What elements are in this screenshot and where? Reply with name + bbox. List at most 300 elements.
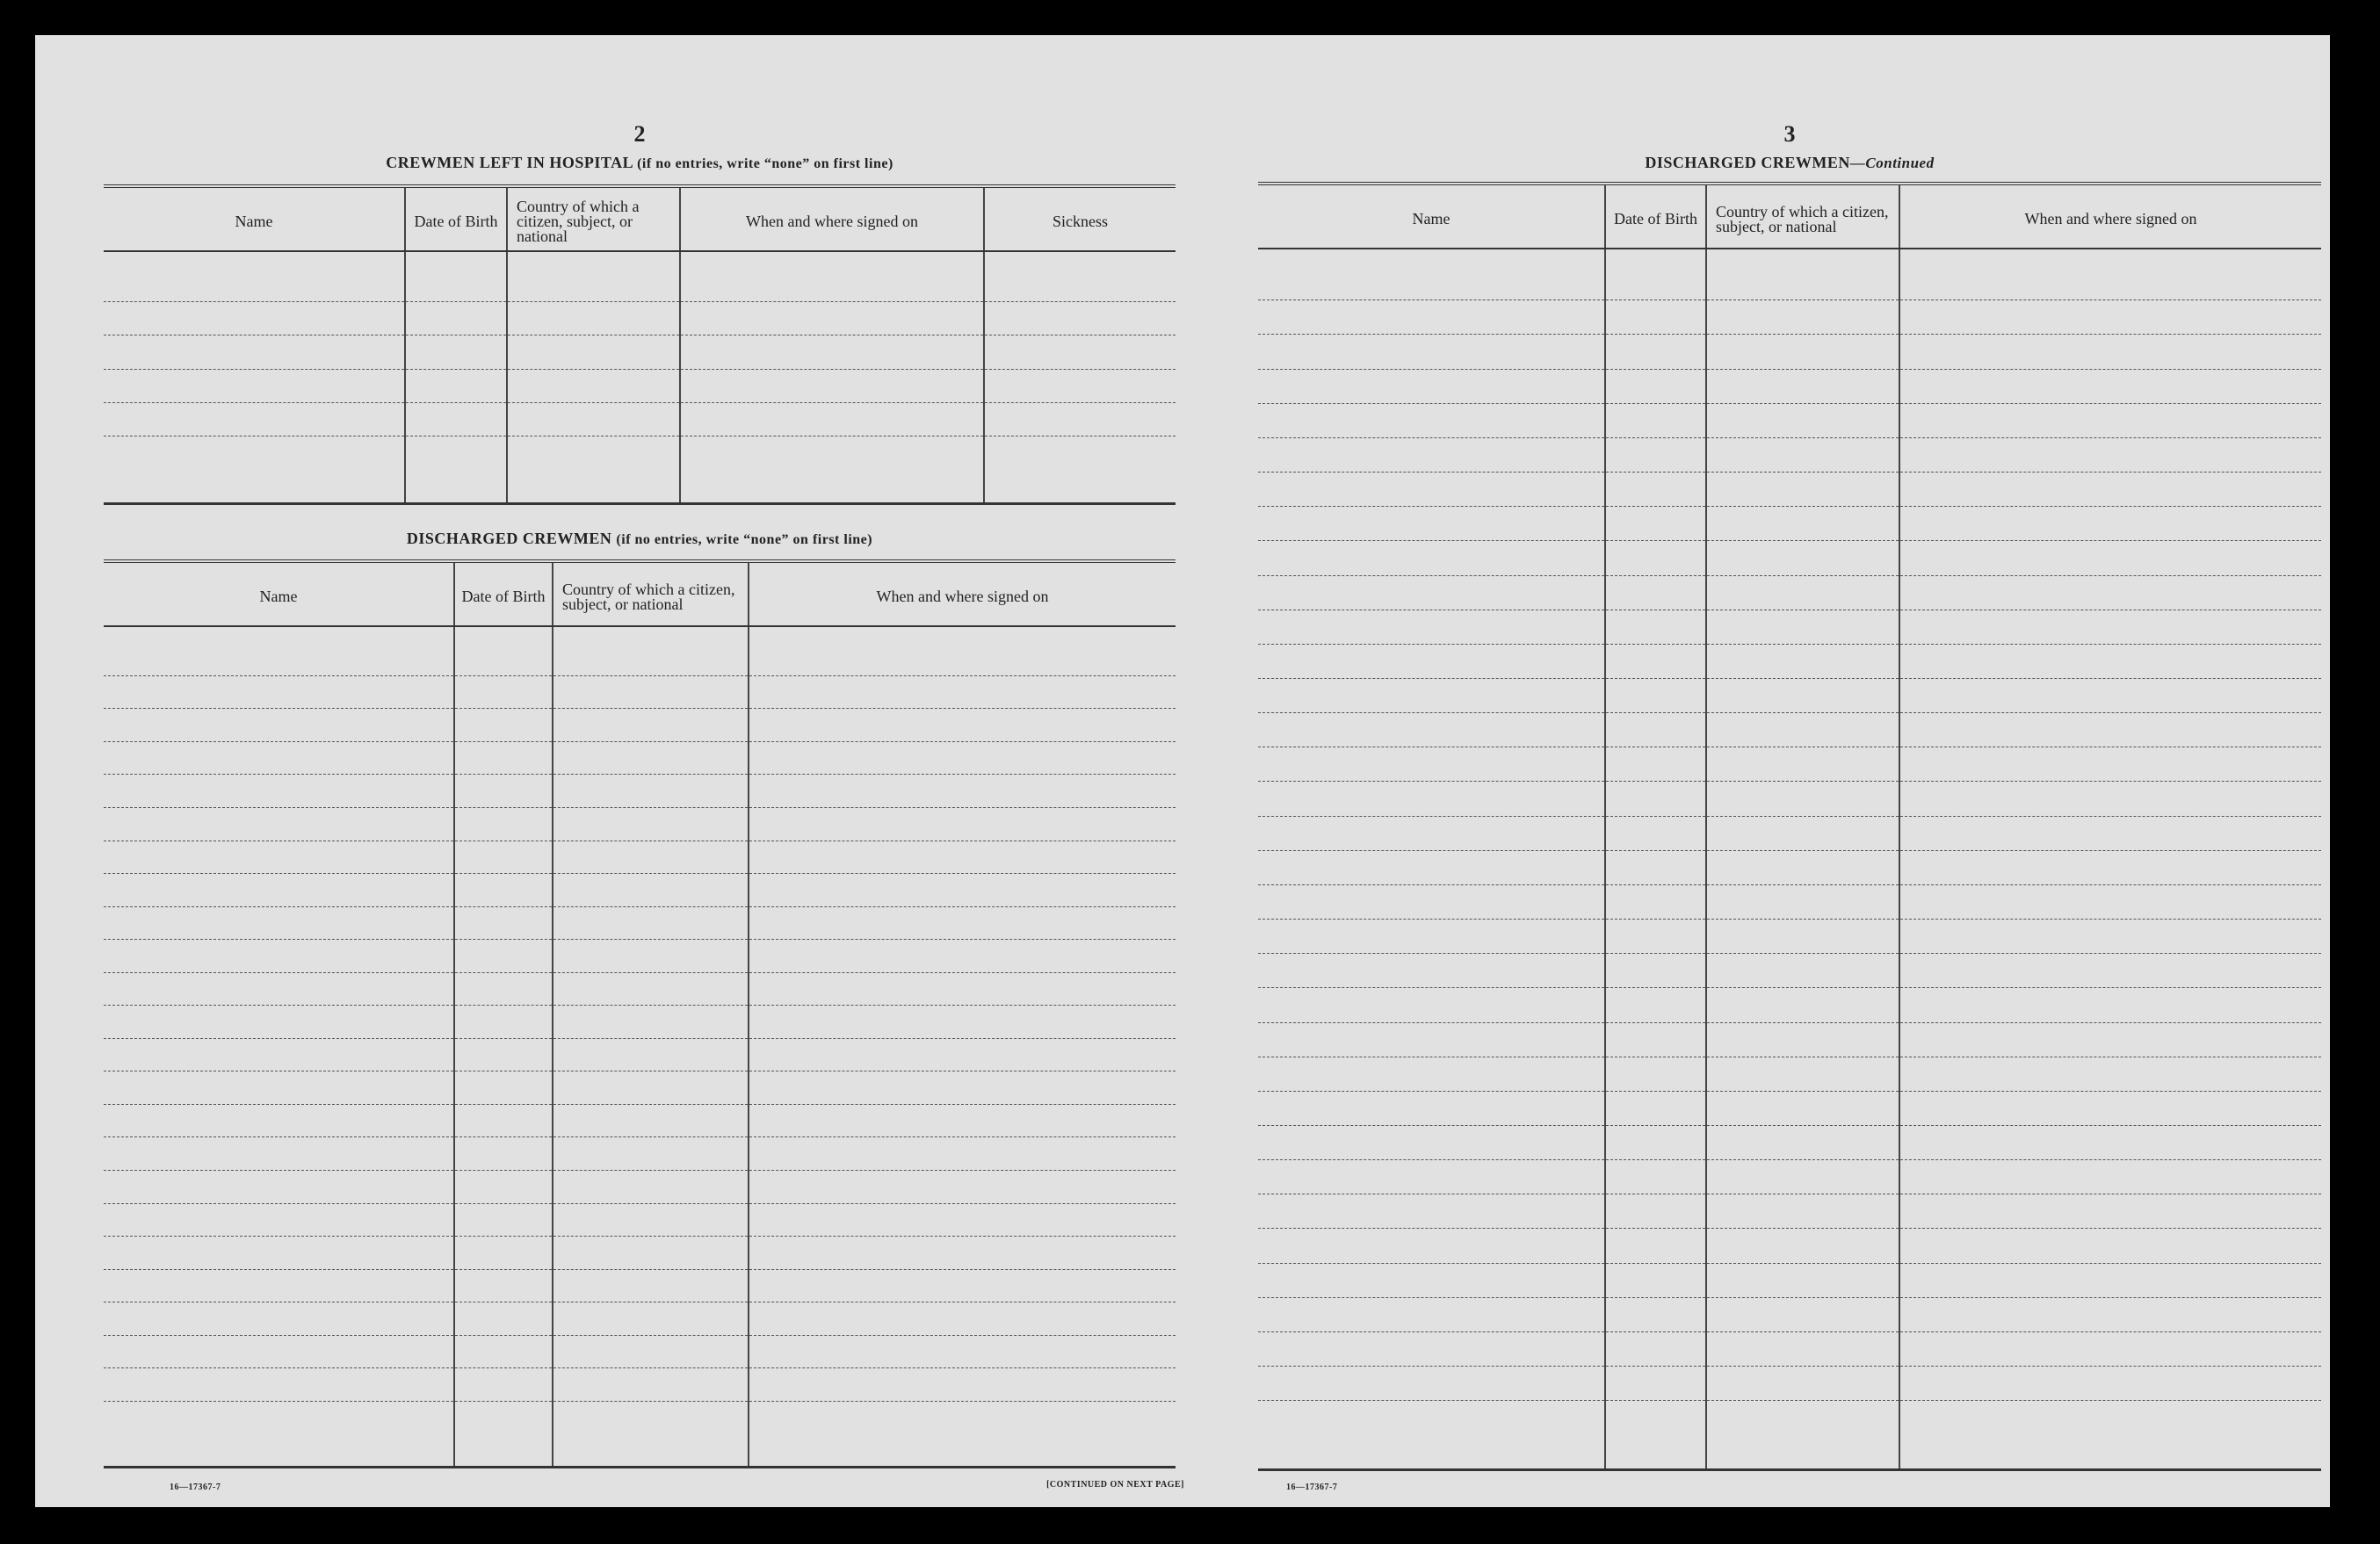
discharged-title: DISCHARGED CREWMEN bbox=[406, 530, 612, 547]
blank-cell bbox=[1899, 300, 2321, 335]
blank-cell bbox=[1258, 1263, 1605, 1297]
blank-cell bbox=[104, 437, 405, 504]
blank-cell bbox=[1899, 1160, 2321, 1194]
blank-cell bbox=[104, 874, 454, 907]
discharged-continued-title: DISCHARGED CREWMEN bbox=[1645, 154, 1850, 171]
blank-cell bbox=[1899, 1401, 2321, 1470]
blank-cell bbox=[1605, 1126, 1706, 1160]
blank-cell bbox=[454, 841, 553, 874]
blank-cell bbox=[984, 335, 1176, 369]
blank-cell bbox=[1258, 610, 1605, 644]
blank-cell bbox=[1899, 747, 2321, 782]
blank-cell bbox=[104, 741, 454, 775]
blank-cell bbox=[1258, 1367, 1605, 1401]
blank-cell bbox=[553, 874, 749, 907]
blank-cell bbox=[1605, 437, 1706, 472]
blank-cell bbox=[104, 1038, 454, 1071]
table-row bbox=[104, 841, 1176, 874]
table-row bbox=[104, 1137, 1176, 1171]
blank-cell bbox=[1899, 1194, 2321, 1229]
form-code: 16—17367-7 bbox=[170, 1483, 221, 1492]
table-row bbox=[1258, 335, 2321, 369]
blank-cell bbox=[507, 369, 680, 402]
hospital-title: CREWMEN LEFT IN HOSPITAL bbox=[386, 154, 633, 171]
blank-cell bbox=[749, 841, 1176, 874]
table-row bbox=[1258, 1229, 2321, 1263]
table-row bbox=[1258, 988, 2321, 1022]
blank-cell bbox=[553, 1401, 749, 1467]
blank-cell bbox=[749, 1302, 1176, 1336]
blank-cell bbox=[104, 1071, 454, 1105]
blank-cell bbox=[1605, 1401, 1706, 1470]
blank-cell bbox=[104, 1203, 454, 1237]
blank-cell bbox=[454, 1071, 553, 1105]
blank-cell bbox=[1258, 541, 1605, 575]
blank-cell bbox=[405, 302, 507, 335]
blank-cell bbox=[1706, 1160, 1899, 1194]
col-header-dob: Date of Birth bbox=[1605, 184, 1706, 249]
blank-cell bbox=[454, 709, 553, 742]
left-page bbox=[104, 35, 1184, 1507]
table-row bbox=[1258, 1331, 2321, 1366]
blank-cell bbox=[1706, 473, 1899, 507]
blank-cell bbox=[1706, 541, 1899, 575]
blank-cell bbox=[104, 1368, 454, 1402]
blank-cell bbox=[104, 1171, 454, 1204]
col-header-name: Name bbox=[104, 186, 405, 251]
blank-cell bbox=[104, 1302, 454, 1336]
discharged-continued-rows bbox=[1258, 249, 2321, 1470]
blank-cell bbox=[1258, 300, 1605, 335]
blank-cell bbox=[1706, 920, 1899, 954]
blank-cell bbox=[1706, 850, 1899, 884]
blank-cell bbox=[553, 741, 749, 775]
blank-cell bbox=[454, 1137, 553, 1171]
blank-cell bbox=[1605, 644, 1706, 678]
blank-cell bbox=[1899, 988, 2321, 1022]
blank-cell bbox=[454, 741, 553, 775]
col-header-signed-on: When and where signed on bbox=[680, 186, 984, 251]
table-row bbox=[104, 302, 1176, 335]
table-row bbox=[104, 1071, 1176, 1105]
blank-cell bbox=[1258, 507, 1605, 541]
blank-cell bbox=[1706, 884, 1899, 919]
blank-cell bbox=[454, 940, 553, 973]
blank-cell bbox=[1605, 954, 1706, 988]
table-row bbox=[104, 1203, 1176, 1237]
blank-cell bbox=[405, 369, 507, 402]
blank-cell bbox=[749, 1401, 1176, 1467]
blank-cell bbox=[1706, 437, 1899, 472]
blank-cell bbox=[1706, 678, 1899, 712]
table-row bbox=[104, 940, 1176, 973]
col-header-signed-on: When and where signed on bbox=[749, 561, 1176, 626]
table-row bbox=[104, 1269, 1176, 1302]
blank-cell bbox=[1605, 884, 1706, 919]
blank-cell bbox=[1706, 575, 1899, 610]
blank-cell bbox=[1706, 954, 1899, 988]
table-row bbox=[104, 775, 1176, 808]
blank-cell bbox=[104, 626, 454, 675]
blank-cell bbox=[553, 1071, 749, 1105]
blank-cell bbox=[1605, 782, 1706, 816]
blank-cell bbox=[1605, 1331, 1706, 1366]
table-row bbox=[1258, 747, 2321, 782]
table-row bbox=[1258, 644, 2321, 678]
blank-cell bbox=[1258, 403, 1605, 437]
blank-cell bbox=[1605, 816, 1706, 850]
table-row bbox=[1258, 816, 2321, 850]
table-row bbox=[104, 1401, 1176, 1467]
blank-cell bbox=[1899, 541, 2321, 575]
blank-cell bbox=[454, 1401, 553, 1467]
blank-cell bbox=[1258, 884, 1605, 919]
blank-cell bbox=[553, 906, 749, 940]
blank-cell bbox=[1258, 988, 1605, 1022]
discharged-note: (if no entries, write “none” on first line) bbox=[616, 532, 873, 547]
blank-cell bbox=[1258, 1401, 1605, 1470]
table-row bbox=[1258, 1126, 2321, 1160]
blank-cell bbox=[749, 1269, 1176, 1302]
continued-note: [CONTINUED ON NEXT PAGE] bbox=[1046, 1480, 1184, 1490]
table-row bbox=[104, 808, 1176, 841]
blank-cell bbox=[454, 626, 553, 675]
section-title-discharged bbox=[104, 530, 1176, 548]
table-row bbox=[104, 741, 1176, 775]
blank-cell bbox=[1706, 1022, 1899, 1057]
blank-cell bbox=[1899, 1331, 2321, 1366]
blank-cell bbox=[1258, 954, 1605, 988]
blank-cell bbox=[553, 675, 749, 709]
blank-cell bbox=[1899, 678, 2321, 712]
table-row bbox=[104, 1171, 1176, 1204]
blank-cell bbox=[680, 302, 984, 335]
blank-cell bbox=[454, 775, 553, 808]
page-number: 2 bbox=[633, 121, 646, 147]
blank-cell bbox=[553, 1137, 749, 1171]
blank-cell bbox=[749, 1368, 1176, 1402]
blank-cell bbox=[1899, 1229, 2321, 1263]
table-row bbox=[1258, 1263, 2321, 1297]
blank-cell bbox=[1899, 1057, 2321, 1091]
blank-cell bbox=[507, 251, 680, 302]
blank-cell bbox=[749, 709, 1176, 742]
col-header-country: Country of which a citizen, subject, or national bbox=[553, 561, 749, 626]
blank-cell bbox=[1258, 747, 1605, 782]
blank-cell bbox=[1605, 403, 1706, 437]
blank-cell bbox=[553, 1038, 749, 1071]
table-row bbox=[1258, 541, 2321, 575]
blank-cell bbox=[454, 675, 553, 709]
col-header-sickness: Sickness bbox=[984, 186, 1176, 251]
table-row bbox=[1258, 1194, 2321, 1229]
blank-cell bbox=[104, 1335, 454, 1368]
blank-cell bbox=[1605, 850, 1706, 884]
blank-cell bbox=[104, 1137, 454, 1171]
section-title-hospital bbox=[104, 154, 1176, 172]
table-row bbox=[1258, 437, 2321, 472]
table-row bbox=[104, 709, 1176, 742]
blank-cell bbox=[749, 1038, 1176, 1071]
blank-cell bbox=[1258, 713, 1605, 747]
blank-cell bbox=[1706, 507, 1899, 541]
blank-cell bbox=[1605, 1297, 1706, 1331]
blank-cell bbox=[1605, 300, 1706, 335]
blank-cell bbox=[1899, 437, 2321, 472]
blank-cell bbox=[1258, 1091, 1605, 1125]
col-header-dob: Date of Birth bbox=[454, 561, 553, 626]
table-row bbox=[1258, 1022, 2321, 1057]
blank-cell bbox=[553, 1104, 749, 1137]
discharged-continued-table bbox=[1258, 182, 2321, 1471]
table-row bbox=[104, 369, 1176, 402]
table-row bbox=[1258, 369, 2321, 403]
blank-cell bbox=[1706, 1057, 1899, 1091]
blank-cell bbox=[1899, 473, 2321, 507]
blank-cell bbox=[104, 1269, 454, 1302]
table-row bbox=[1258, 713, 2321, 747]
blank-cell bbox=[1258, 850, 1605, 884]
blank-cell bbox=[1706, 1229, 1899, 1263]
table-row bbox=[1258, 300, 2321, 335]
blank-cell bbox=[1605, 1229, 1706, 1263]
blank-cell bbox=[454, 1368, 553, 1402]
table-row bbox=[104, 675, 1176, 709]
blank-cell bbox=[1706, 1194, 1899, 1229]
hospital-table bbox=[104, 184, 1176, 505]
blank-cell bbox=[1899, 1367, 2321, 1401]
blank-cell bbox=[749, 972, 1176, 1006]
blank-cell bbox=[1899, 610, 2321, 644]
blank-cell bbox=[104, 906, 454, 940]
blank-cell bbox=[553, 709, 749, 742]
blank-cell bbox=[1605, 678, 1706, 712]
table-row bbox=[1258, 403, 2321, 437]
blank-cell bbox=[454, 1237, 553, 1270]
blank-cell bbox=[1706, 747, 1899, 782]
blank-cell bbox=[1899, 884, 2321, 919]
table-row bbox=[104, 1335, 1176, 1368]
table-row bbox=[104, 874, 1176, 907]
blank-cell bbox=[1258, 335, 1605, 369]
table-row bbox=[1258, 1401, 2321, 1470]
col-header-dob: Date of Birth bbox=[405, 186, 507, 251]
blank-cell bbox=[507, 402, 680, 436]
discharged-table bbox=[104, 559, 1176, 1468]
table-row bbox=[1258, 1160, 2321, 1194]
blank-cell bbox=[1706, 816, 1899, 850]
blank-cell bbox=[1899, 816, 2321, 850]
blank-cell bbox=[454, 1335, 553, 1368]
blank-cell bbox=[749, 775, 1176, 808]
blank-cell bbox=[1899, 920, 2321, 954]
blank-cell bbox=[1605, 541, 1706, 575]
blank-cell bbox=[454, 1203, 553, 1237]
blank-cell bbox=[104, 402, 405, 436]
blank-cell bbox=[1899, 249, 2321, 300]
table-row bbox=[1258, 1367, 2321, 1401]
blank-cell bbox=[749, 1104, 1176, 1137]
blank-cell bbox=[1899, 575, 2321, 610]
blank-cell bbox=[104, 1401, 454, 1467]
table-row bbox=[1258, 610, 2321, 644]
table-row bbox=[104, 1006, 1176, 1039]
blank-cell bbox=[1605, 473, 1706, 507]
table-row bbox=[1258, 507, 2321, 541]
col-header-name: Name bbox=[104, 561, 454, 626]
blank-cell bbox=[454, 874, 553, 907]
col-header-country: Country of which a citizen, subject, or national bbox=[1706, 184, 1899, 249]
col-header-name: Name bbox=[1258, 184, 1605, 249]
blank-cell bbox=[1605, 1022, 1706, 1057]
blank-cell bbox=[749, 808, 1176, 841]
blank-cell bbox=[1258, 473, 1605, 507]
blank-cell bbox=[1605, 1263, 1706, 1297]
blank-cell bbox=[454, 1006, 553, 1039]
blank-cell bbox=[749, 1006, 1176, 1039]
table-row bbox=[104, 626, 1176, 675]
blank-cell bbox=[1706, 1331, 1899, 1366]
table-row bbox=[104, 1368, 1176, 1402]
blank-cell bbox=[454, 972, 553, 1006]
blank-cell bbox=[405, 437, 507, 504]
blank-cell bbox=[1899, 713, 2321, 747]
blank-cell bbox=[1706, 403, 1899, 437]
blank-cell bbox=[1258, 437, 1605, 472]
blank-cell bbox=[1899, 1263, 2321, 1297]
blank-cell bbox=[749, 1071, 1176, 1105]
blank-cell bbox=[680, 335, 984, 369]
blank-cell bbox=[1899, 954, 2321, 988]
table-row bbox=[104, 335, 1176, 369]
table-row bbox=[104, 972, 1176, 1006]
table-row bbox=[104, 1038, 1176, 1071]
blank-cell bbox=[553, 1302, 749, 1336]
blank-cell bbox=[104, 775, 454, 808]
blank-cell bbox=[104, 972, 454, 1006]
table-row bbox=[104, 251, 1176, 302]
table-row bbox=[104, 437, 1176, 504]
blank-cell bbox=[454, 808, 553, 841]
blank-cell bbox=[454, 1104, 553, 1137]
blank-cell bbox=[1605, 1194, 1706, 1229]
blank-cell bbox=[507, 302, 680, 335]
blank-cell bbox=[104, 675, 454, 709]
blank-cell bbox=[680, 369, 984, 402]
blank-cell bbox=[680, 251, 984, 302]
blank-cell bbox=[1706, 1401, 1899, 1470]
blank-cell bbox=[553, 1237, 749, 1270]
blank-cell bbox=[553, 1171, 749, 1204]
blank-cell bbox=[1258, 1126, 1605, 1160]
blank-cell bbox=[680, 402, 984, 436]
blank-cell bbox=[1706, 1263, 1899, 1297]
col-header-country: Country of which a citizen, subject, or national bbox=[507, 186, 680, 251]
blank-cell bbox=[553, 1269, 749, 1302]
blank-cell bbox=[553, 808, 749, 841]
blank-cell bbox=[104, 1104, 454, 1137]
blank-cell bbox=[1899, 1297, 2321, 1331]
table-row bbox=[1258, 850, 2321, 884]
blank-cell bbox=[1706, 1091, 1899, 1125]
blank-cell bbox=[1706, 644, 1899, 678]
blank-cell bbox=[1605, 747, 1706, 782]
table-row bbox=[1258, 249, 2321, 300]
blank-cell bbox=[1706, 713, 1899, 747]
blank-cell bbox=[553, 1368, 749, 1402]
blank-cell bbox=[1258, 678, 1605, 712]
blank-cell bbox=[749, 906, 1176, 940]
blank-cell bbox=[1899, 644, 2321, 678]
form-code: 16—17367-7 bbox=[1286, 1483, 1338, 1492]
table-row bbox=[104, 1237, 1176, 1270]
blank-cell bbox=[749, 874, 1176, 907]
blank-cell bbox=[1258, 816, 1605, 850]
blank-cell bbox=[1899, 1091, 2321, 1125]
table-row bbox=[104, 906, 1176, 940]
blank-cell bbox=[1605, 988, 1706, 1022]
blank-cell bbox=[680, 437, 984, 504]
blank-cell bbox=[1706, 369, 1899, 403]
blank-cell bbox=[1258, 575, 1605, 610]
blank-cell bbox=[1258, 1331, 1605, 1366]
blank-cell bbox=[749, 626, 1176, 675]
blank-cell bbox=[1605, 335, 1706, 369]
blank-cell bbox=[1258, 920, 1605, 954]
blank-cell bbox=[1899, 782, 2321, 816]
table-row bbox=[1258, 575, 2321, 610]
table-row bbox=[1258, 782, 2321, 816]
blank-cell bbox=[104, 251, 405, 302]
blank-cell bbox=[749, 741, 1176, 775]
blank-cell bbox=[1258, 249, 1605, 300]
blank-cell bbox=[1706, 300, 1899, 335]
blank-cell bbox=[749, 1237, 1176, 1270]
blank-cell bbox=[1258, 1297, 1605, 1331]
blank-cell bbox=[1258, 1022, 1605, 1057]
blank-cell bbox=[454, 906, 553, 940]
blank-cell bbox=[104, 1237, 454, 1270]
blank-cell bbox=[984, 251, 1176, 302]
blank-cell bbox=[1605, 1160, 1706, 1194]
blank-cell bbox=[749, 1171, 1176, 1204]
blank-cell bbox=[1605, 920, 1706, 954]
blank-cell bbox=[104, 940, 454, 973]
blank-cell bbox=[104, 709, 454, 742]
blank-cell bbox=[1706, 782, 1899, 816]
blank-cell bbox=[1899, 335, 2321, 369]
blank-cell bbox=[1605, 1091, 1706, 1125]
right-page bbox=[1258, 35, 2321, 1507]
blank-cell bbox=[553, 972, 749, 1006]
blank-cell bbox=[1899, 850, 2321, 884]
blank-cell bbox=[104, 1006, 454, 1039]
continued-label: —Continued bbox=[1849, 155, 1935, 171]
blank-cell bbox=[1706, 1367, 1899, 1401]
blank-cell bbox=[1605, 369, 1706, 403]
blank-cell bbox=[1605, 1367, 1706, 1401]
page-number: 3 bbox=[1783, 121, 1796, 147]
blank-cell bbox=[1258, 782, 1605, 816]
table-row bbox=[1258, 920, 2321, 954]
form-sheet bbox=[35, 35, 2330, 1507]
blank-cell bbox=[984, 302, 1176, 335]
blank-cell bbox=[1258, 1160, 1605, 1194]
blank-cell bbox=[1605, 1057, 1706, 1091]
blank-cell bbox=[405, 402, 507, 436]
blank-cell bbox=[1899, 1022, 2321, 1057]
blank-cell bbox=[1899, 403, 2321, 437]
